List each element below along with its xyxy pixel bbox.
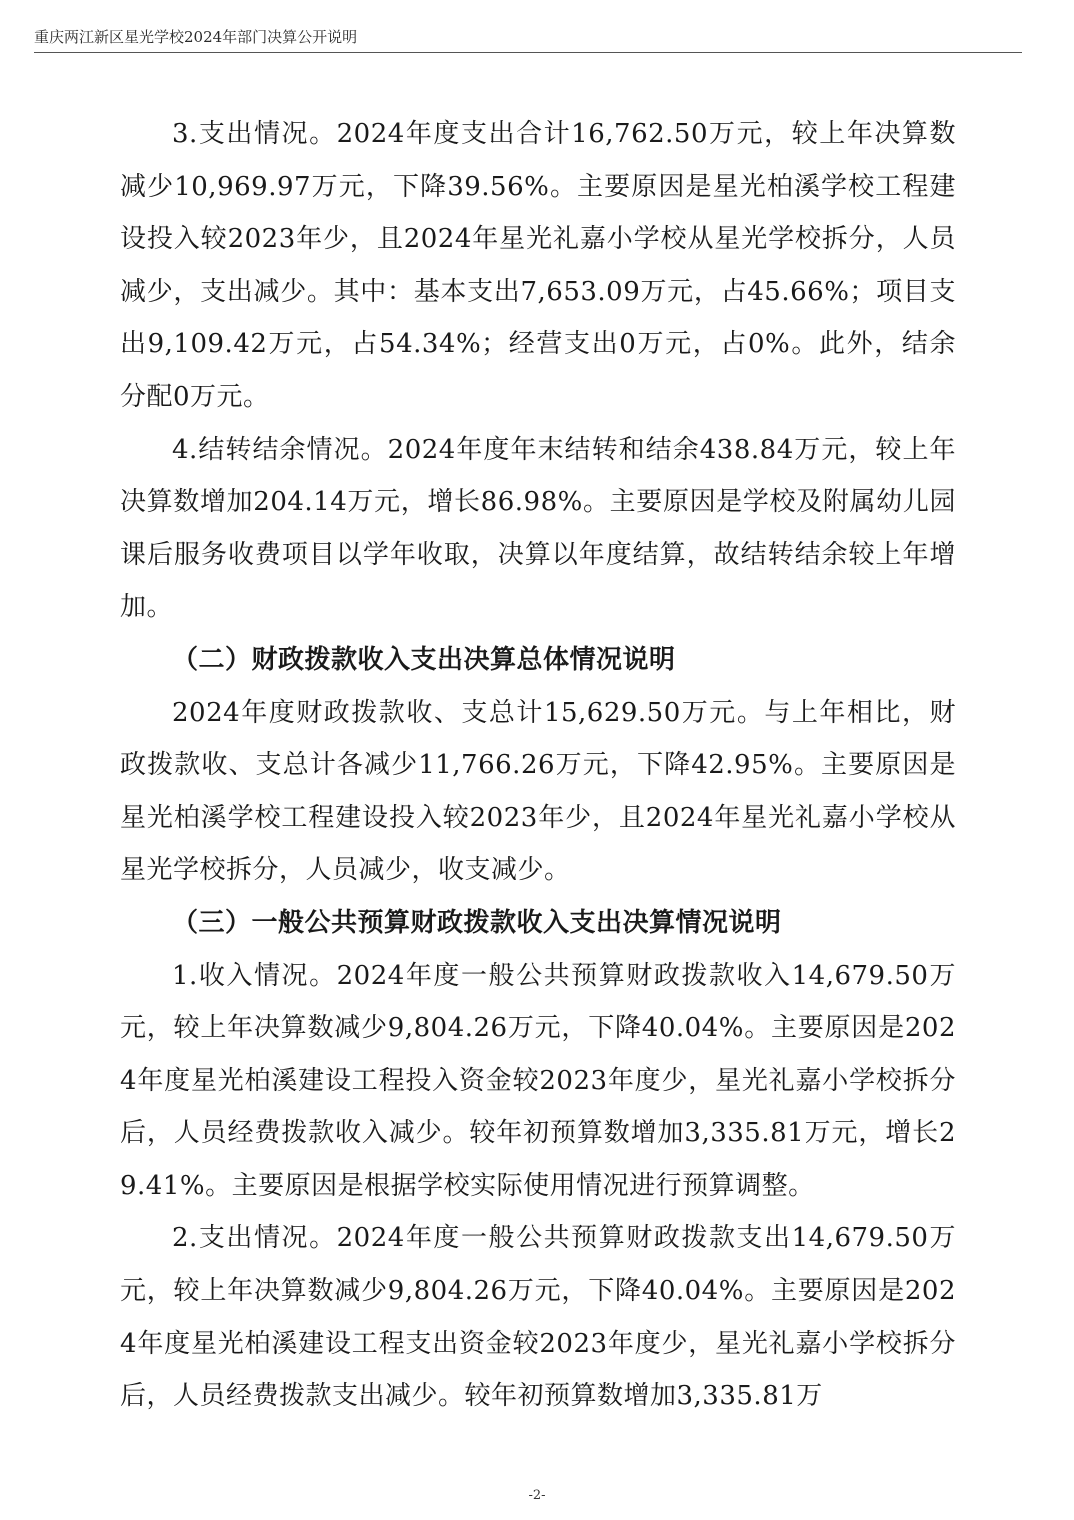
paragraph-fiscal-appropriation: 2024年度财政拨款收、支总计15,629.50万元。与上年相比，财政拨款收、支总计各减少11,766.26万元，下降42.95%。主要原因是星光柏溪学校工程建设投入较2023年少，且2024年星光礼嘉小学校从星光学校拆分，人员减少，收支减少。	[120, 697, 956, 886]
paragraph-general-budget-income: 1.收入情况。2024年度一般公共预算财政拨款收入14,679.50万元，较上年决算数减少9,804.26万元，下降40.04%。主要原因是2024年度星光柏溪建设工程投入资金较2023年度少，星光礼嘉小学校拆分后，人员经费拨款收入减少。较年初预算数增加3,335.81万元，增长29.41%。主要原因是根据学校实际使用情况进行预算调整。	[120, 960, 956, 1201]
header-divider	[34, 52, 1022, 53]
paragraph-expenditure: 3.支出情况。2024年度支出合计16,762.50万元，较上年决算数减少10,969.97万元，下降39.56%。主要原因是星光柏溪学校工程建设投入较2023年少，且2024年星光礼嘉小学校从星光学校拆分，人员减少，支出减少。其中：基本支出7,653.09万元，占45.66%；项目支出9,109.42万元，占54.34%；经营支出0万元，占0%。此外，结余分配0万元。	[120, 119, 956, 412]
section-heading-general-budget: （三）一般公共预算财政拨款收入支出决算情况说明	[172, 907, 782, 938]
page-header: 重庆两江新区星光学校2024年部门决算公开说明	[34, 28, 358, 46]
page-number: -2-	[528, 1488, 546, 1503]
document-body	[120, 108, 956, 1423]
section-heading-fiscal-appropriation: （二）财政拨款收入支出决算总体情况说明	[172, 644, 676, 675]
paragraph-general-budget-expenditure: 2.支出情况。2024年度一般公共预算财政拨款支出14,679.50万元，较上年决算数减少9,804.26万元，下降40.04%。主要原因是2024年度星光柏溪建设工程支出资金较2023年度少，星光礼嘉小学校拆分后，人员经费拨款支出减少。较年初预算数增加3,335.81万	[120, 1223, 956, 1412]
paragraph-carryover: 4.结转结余情况。2024年度年末结转和结余438.84万元，较上年决算数增加204.14万元，增长86.98%。主要原因是学校及附属幼儿园课后服务收费项目以学年收取，决算以年度结算，故结转结余较上年增加。	[120, 434, 956, 623]
